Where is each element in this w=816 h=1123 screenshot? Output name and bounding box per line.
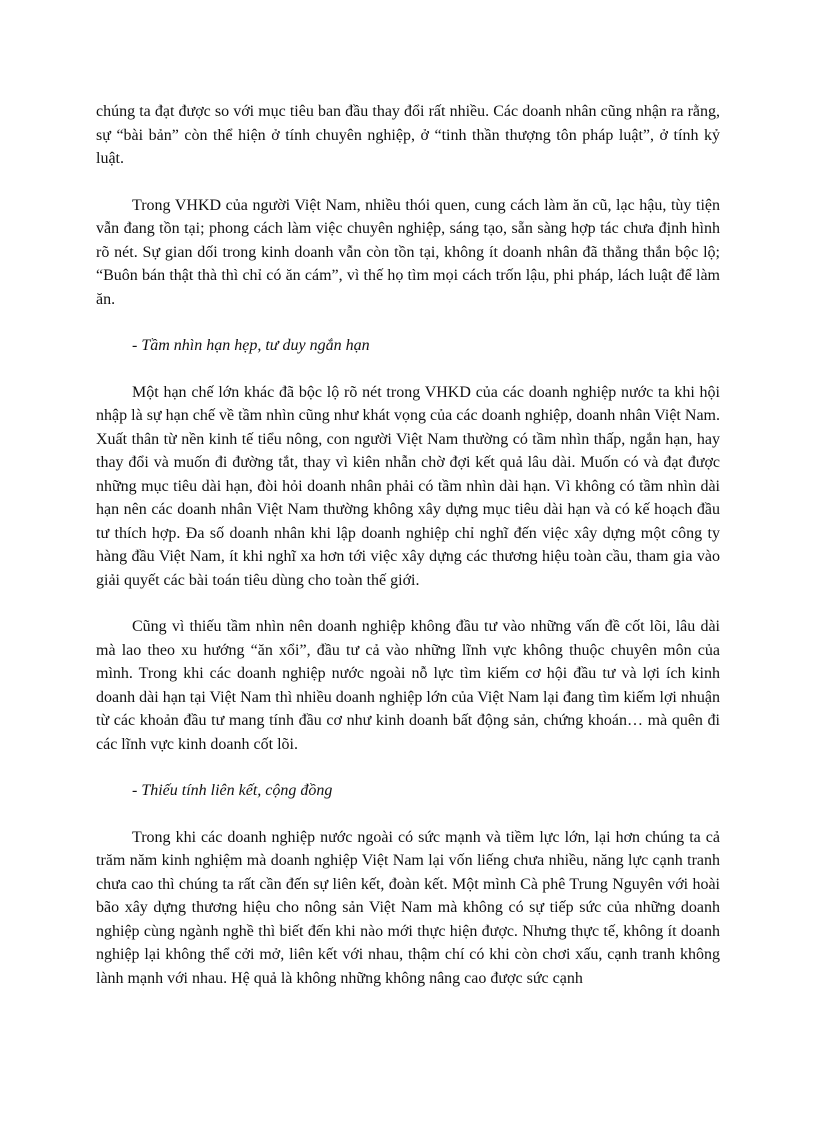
paragraph-continuation: chúng ta đạt được so với mục tiêu ban đầu thay đổi rất nhiều. Các doanh nhân cũng nhận ra rằng, sự “bài bản” còn thể hiện ở tính chuyên nghiệp, ở “tinh thần thượng tôn pháp luật”, ở tính kỷ luật. bbox=[96, 103, 720, 167]
paragraph-gap bbox=[96, 171, 720, 194]
paragraph-gap bbox=[96, 756, 720, 779]
section-heading-vision: - Tầm nhìn hạn hẹp, tư duy ngắn hạn bbox=[132, 337, 370, 354]
paragraph-gap bbox=[96, 311, 720, 334]
paragraph-short-term-investment: Cũng vì thiếu tầm nhìn nên doanh nghiệp không đầu tư vào những vấn đề cốt lõi, lâu dài mà lao theo xu hướng “ăn xổi”, đầu tư cả vào những lĩnh vực không thuộc chuyên môn của mình. Trong khi các doanh nghiệp nước ngoài nỗ lực tìm kiếm cơ hội đầu tư và lợi ích kinh doanh dài hạn tại Việt Nam thì nhiều doanh nghiệp lớn của Việt Nam lại đang tìm kiếm lợi nhuận từ các khoản đầu tư mang tính đầu cơ như kinh doanh bất động sản, chứng khoán… mà quên đi các lĩnh vực kinh doanh cốt lõi. bbox=[96, 618, 720, 753]
section-heading-cooperation: - Thiếu tính liên kết, cộng đồng bbox=[132, 782, 333, 799]
paragraph-gap bbox=[96, 592, 720, 615]
paragraph-lack-of-cooperation: Trong khi các doanh nghiệp nước ngoài có sức mạnh và tiềm lực lớn, lại hơn chúng ta cả trăm năm kinh nghiệm mà doanh nghiệp Việt Nam lại vốn liếng chưa nhiều, năng lực cạnh tranh chưa cao thì chúng ta rất cần đến sự liên kết, đoàn kết. Một mình Cà phê Trung Nguyên với hoài bão xây dựng thương hiệu cho nông sản Việt Nam mà không có sự tiếp sức của những doanh nghiệp cùng ngành nghề thì biết đến khi nào mới thực hiện được. Nhưng thực tế, không ít doanh nghiệp lại không thể cởi mở, liên kết với nhau, thậm chí có khi còn chơi xấu, cạnh tranh không lành mạnh với nhau. Hệ quả là không những không nâng cao được sức cạnh bbox=[96, 828, 720, 987]
paragraph-gap bbox=[96, 803, 720, 826]
document-page bbox=[96, 100, 720, 990]
paragraph-business-habits: Trong VHKD của người Việt Nam, nhiều thói quen, cung cách làm ăn cũ, lạc hậu, tùy tiện vẫn đang tồn tại; phong cách làm việc chuyên nghiệp, sáng tạo, sẵn sàng hợp tác chưa định hình rõ nét. Sự gian dối trong kinh doanh vẫn còn tồn tại, không ít doanh nhân đã thẳng thắn bộc lộ; “Buôn bán thật thà thì chỉ có ăn cám”, vì thế họ tìm mọi cách trốn lậu, phi pháp, lách luật để làm ăn. bbox=[96, 196, 720, 308]
paragraph-gap bbox=[96, 358, 720, 381]
paragraph-limited-vision: Một hạn chế lớn khác đã bộc lộ rõ nét trong VHKD của các doanh nghiệp nước ta khi hội nhập là sự hạn chế về tầm nhìn cũng như khát vọng của các doanh nghiệp, doanh nhân Việt Nam. Xuất thân từ nền kinh tế tiểu nông, con người Việt Nam thường có tầm nhìn thấp, ngắn hạn, hay thay đổi và muốn đi đường tắt, thay vì kiên nhẫn chờ đợi kết quả lâu dài. Muốn có và đạt được những mục tiêu dài hạn, đòi hỏi doanh nhân phải có tầm nhìn dài hạn. Vì không có tầm nhìn dài hạn nên các doanh nhân Việt Nam thường không xây dựng mục tiêu dài hạn và có kế hoạch đầu tư thích hợp. Đa số doanh nhân khi lập doanh nghiệp chỉ nghĩ đến việc xây dựng một công ty hàng đầu Việt Nam, ít khi nghĩ xa hơn tới việc xây dựng các thương hiệu toàn cầu, tham gia vào giải quyết các bài toán tiêu dùng cho toàn thế giới. bbox=[96, 383, 720, 589]
